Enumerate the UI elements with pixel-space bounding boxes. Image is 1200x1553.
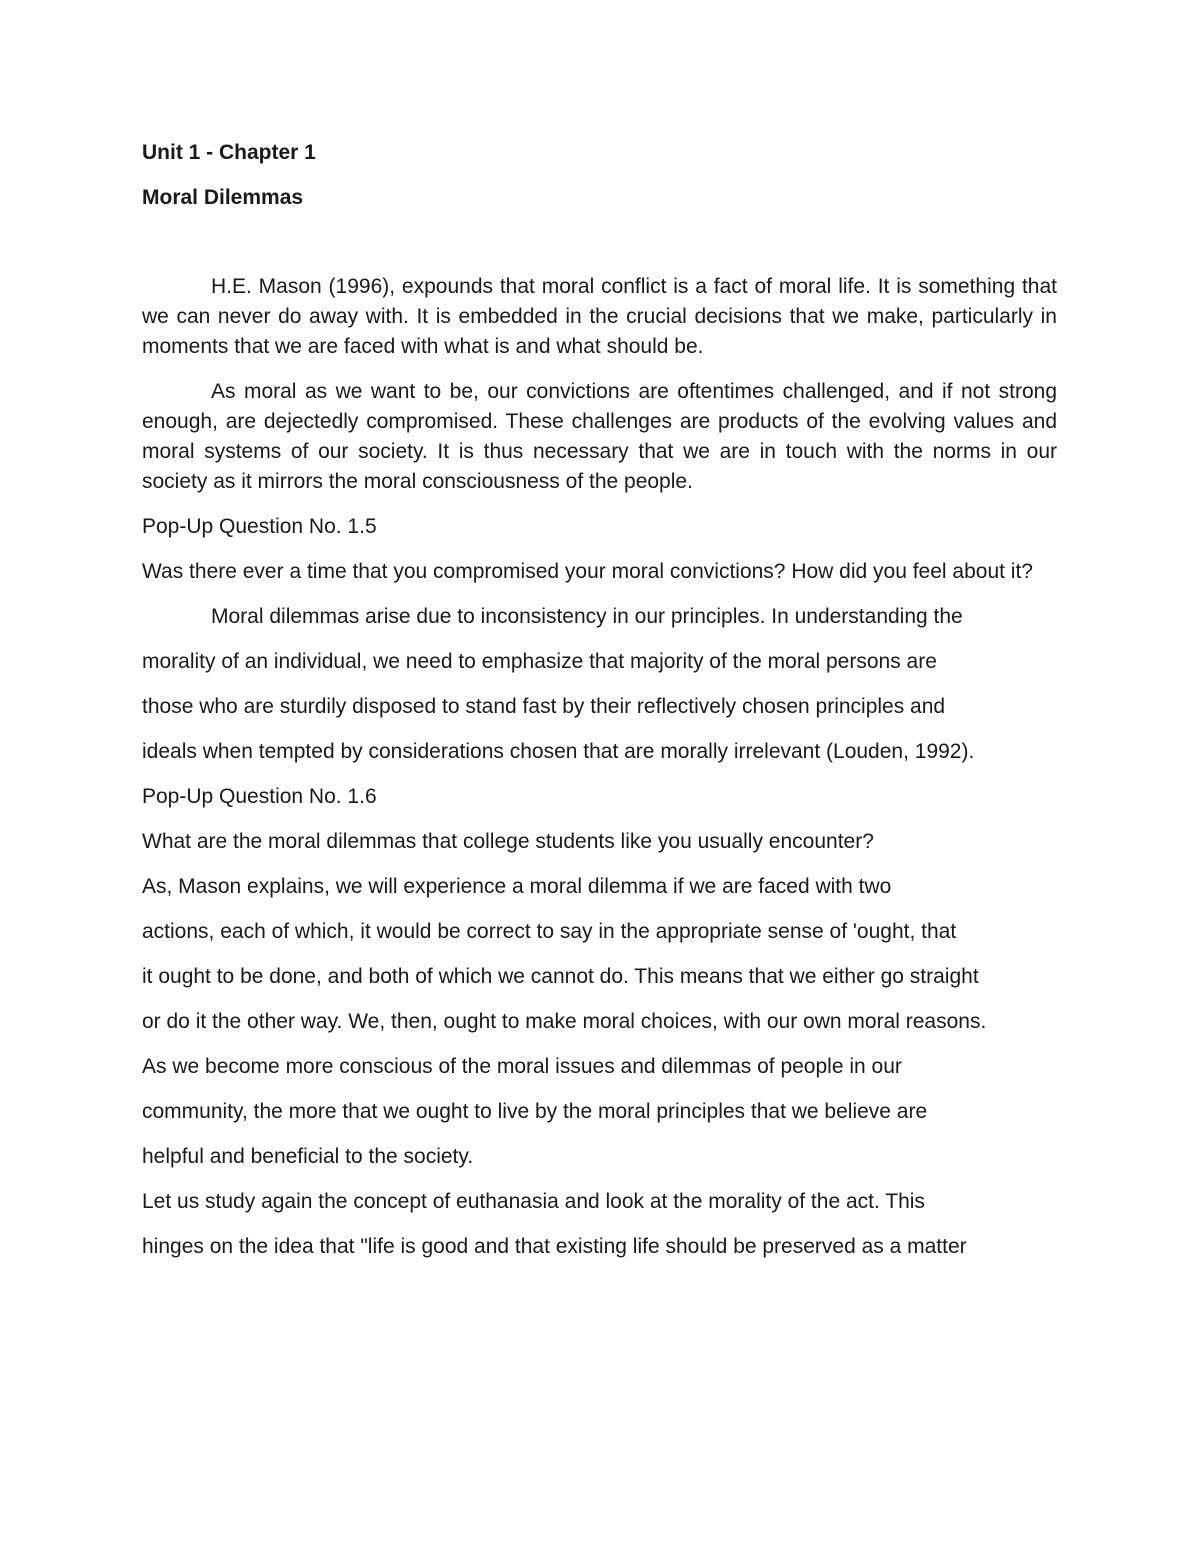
- popup-question-text-1: Was there ever a time that you compromised your moral convictions? How did you feel about it?: [142, 560, 1033, 583]
- mason-line-1: As, Mason explains, we will experience a moral dilemma if we are faced with two: [142, 875, 892, 898]
- louden-line-3: those who are sturdily disposed to stand fast by their reflectively chosen principles and: [142, 695, 946, 718]
- euthanasia-line-2: hinges on the idea that "life is good and that existing life should be preserved as a matter: [142, 1235, 967, 1258]
- louden-line-4: ideals when tempted by considerations chosen that are morally irrelevant (Louden, 1992).: [142, 740, 975, 763]
- conscious-line-2: community, the more that we ought to live by the moral principles that we believe are: [142, 1100, 928, 1123]
- conscious-line-1: As we become more conscious of the moral issues and dilemmas of people in our: [142, 1055, 902, 1078]
- document-body: [142, 138, 1057, 1277]
- louden-line-1: Moral dilemmas arise due to inconsistency in our principles. In understanding the: [211, 605, 963, 628]
- popup-question-label-2: Pop-Up Question No. 1.6: [142, 785, 377, 808]
- euthanasia-line-1: Let us study again the concept of euthanasia and look at the morality of the act. This: [142, 1190, 925, 1213]
- chapter-title: Moral Dilemmas: [142, 186, 304, 209]
- paragraph-convictions: As moral as we want to be, our convictions are oftentimes challenged, and if not strong enough, are dejectedly compromised. These challenges are products of the evolving values and moral systems of our society. It is thus necessary that we are in touch with the norms in our society as it mirrors the moral consciousness of the people.: [142, 380, 1057, 493]
- unit-title: Unit 1 - Chapter 1: [142, 141, 316, 164]
- conscious-line-3: helpful and beneficial to the society.: [142, 1145, 474, 1168]
- popup-question-text-2: What are the moral dilemmas that college students like you usually encounter?: [142, 830, 874, 853]
- louden-line-2: morality of an individual, we need to emphasize that majority of the moral persons are: [142, 650, 937, 673]
- mason-line-2: actions, each of which, it would be correct to say in the appropriate sense of 'ought, that: [142, 920, 957, 943]
- popup-question-label-1: Pop-Up Question No. 1.5: [142, 515, 377, 538]
- mason-line-3: it ought to be done, and both of which we cannot do. This means that we either go straight: [142, 965, 979, 988]
- mason-line-4: or do it the other way. We, then, ought to make moral choices, with our own moral reasons.: [142, 1010, 987, 1033]
- paragraph-mason-intro: H.E. Mason (1996), expounds that moral conflict is a fact of moral life. It is something that we can never do away with. It is embedded in the crucial decisions that we make, particularly in moments that we are faced with what is and what should be.: [142, 275, 1057, 358]
